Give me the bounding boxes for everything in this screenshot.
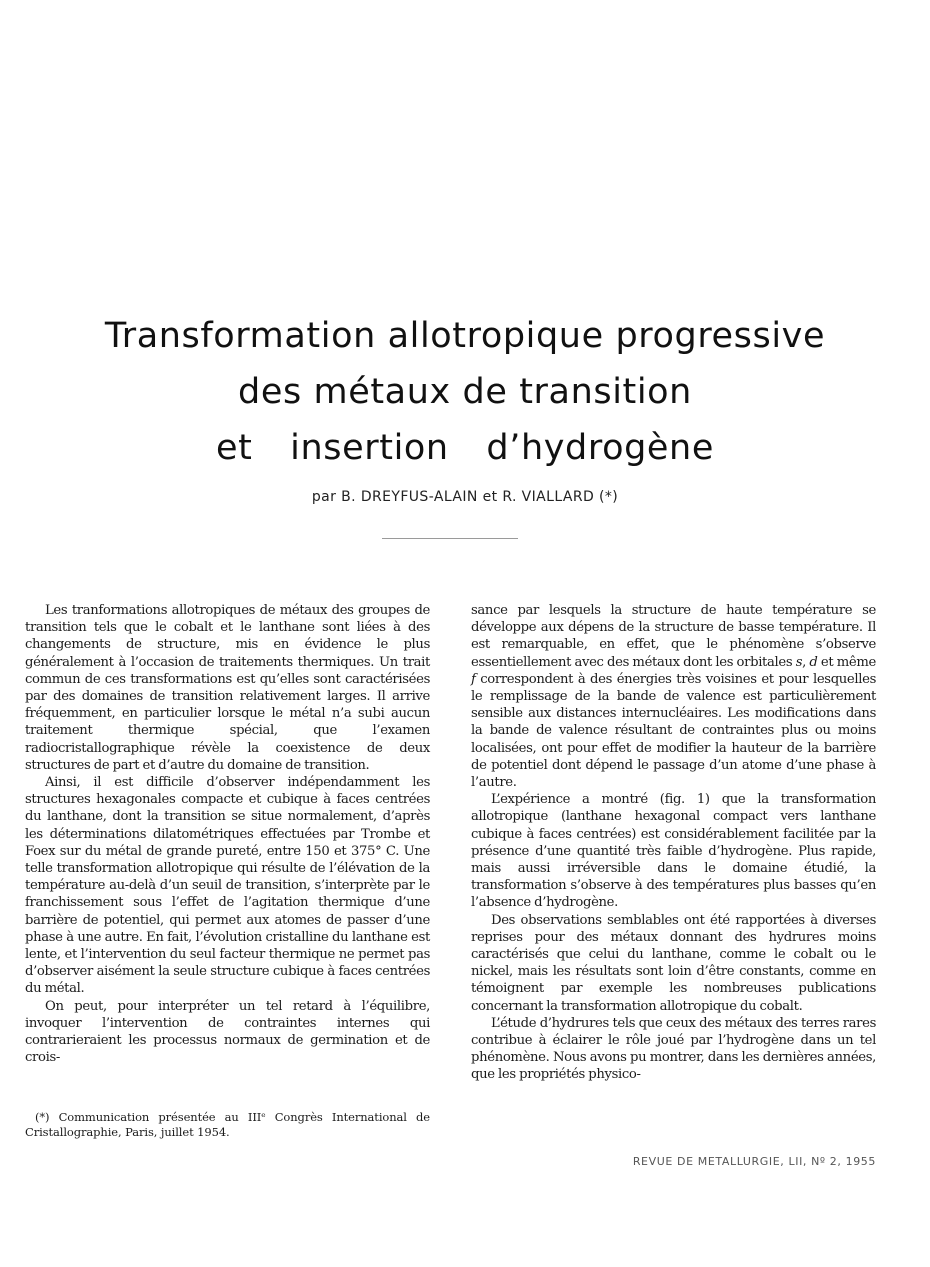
paragraph: Les tranformations allotropiques de métaux des groupes de transition tels que le cobalt et le lanthane sont liées à des changements de structure, mis en évidence le plus généralement à l’occasion de traitements thermiques. Un trait commun de ces transformations est qu’elles sont caractérisées par des domaines de transition relativement larges. Il arrive fréquemment, en particulier lorsque le métal n’a subi aucun traitement thermique spécial, que l’examen radiocristallographique révèle la coexistence de deux structures de part et d’autre du domaine de transition. xyxy=(25,603,430,773)
paragraph-text: correspondent à des énergies très voisines et pour lesquelles le remplissage de la bande de valence est particulièrement sensible aux distances internucléaires. Les modifications dans la bande de valence résultant de contraintes plus ou moins localisées, ont pour effet de modifier la hauteur de la barrière de potentiel dont dépend le passage d’un atome d’une phase à l’autre. xyxy=(471,671,876,791)
paragraph-continued xyxy=(471,602,876,791)
paragraph: Ainsi, il est difficile d’observer indépendamment les structures hexagonales compacte et cubique à faces centrées du lanthane, dont la transition se situe normalement, d’après les déterminations dilatométriques effectuées par Trombe et Foex sur du métal de grande pureté, entre 150 et 375° C. Une telle transformation allotropique qui résulte de l’élévation de la température au-delà d’un seuil de transition, s’interprète par le franchissement sous l’effet de l’agitation thermique d’une barrière de potentiel, qui permet aux atomes de passer d’une phase à une autre. En fait, l’évolution cristalline du lanthane est lente, et l’intervention du seul facteur thermique ne permet pas d’observer aisément la seule structure cubique à faces centrées du métal. xyxy=(25,775,430,997)
title-divider xyxy=(382,538,518,539)
footnote-marker: (*) xyxy=(35,1110,50,1124)
body-column-left xyxy=(25,602,430,1066)
body-column-right xyxy=(471,602,876,1084)
footnote xyxy=(25,1110,430,1140)
title-line-1: Transformation allotropique progressive xyxy=(104,316,826,356)
paragraph-text: et même xyxy=(817,654,876,670)
orbital-symbol-f: f xyxy=(471,671,476,687)
paragraph: L’expérience a montré (fig. 1) que la transformation allotropique (lanthane hexagonal compact vers lanthane cubique à faces centrées) est considérablement facilitée par la présence d’une quantité très faible d’hydrogène. Plus rapide, mais aussi irréversible dans le domaine étudié, la transformation s’observe à des températures plus basses qu’en l’absence d’hydrogène. xyxy=(471,792,876,911)
article-title xyxy=(40,308,890,476)
paragraph-text: sance par lesquels la structure de haute température se développe aux dépens de la structure de basse température. Il est remarquable, en effet, que le phénomène s’observe essentiellement avec des métaux dont les orbitales xyxy=(471,603,876,670)
journal-running-footer: REVUE DE METALLURGIE, LII, Nº 2, 1955 xyxy=(632,1155,876,1168)
paragraph: L’étude d’hydrures tels que ceux des métaux des terres rares contribue à éclairer le rôle joué par l’hydrogène dans un tel phénomène. Nous avons pu montrer, dans les dernières années, que les propriétés physico- xyxy=(471,1015,876,1083)
title-line-3: et insertion d’hydrogène xyxy=(216,428,714,468)
paragraph-text: , xyxy=(802,654,810,670)
author-byline: par B. DREYFUS-ALAIN et R. VIALLARD (*) xyxy=(311,489,619,505)
footnote-text: Communication présentée au IIIᵉ Congrès International de Cristallographie, Paris, juillet 1954. xyxy=(25,1110,430,1139)
title-line-2: des métaux de transition xyxy=(238,372,692,412)
paragraph: On peut, pour interpréter un tel retard à l’équilibre, invoquer l’intervention de contraintes internes qui contrarieraient les processus normaux de germination et de crois- xyxy=(25,998,430,1066)
paragraph: Des observations semblables ont été rapportées à diverses reprises pour des métaux donnant des hydrures moins caractérisés que celui du lanthane, comme le cobalt ou le nickel, mais les résultats sont loin d’être constants, comme en témoignent par exemple les nombreuses publications concernant la transformation allotropique du cobalt. xyxy=(471,912,876,1014)
orbital-symbol-s: s xyxy=(795,654,803,670)
orbital-symbol-d: d xyxy=(809,654,818,670)
